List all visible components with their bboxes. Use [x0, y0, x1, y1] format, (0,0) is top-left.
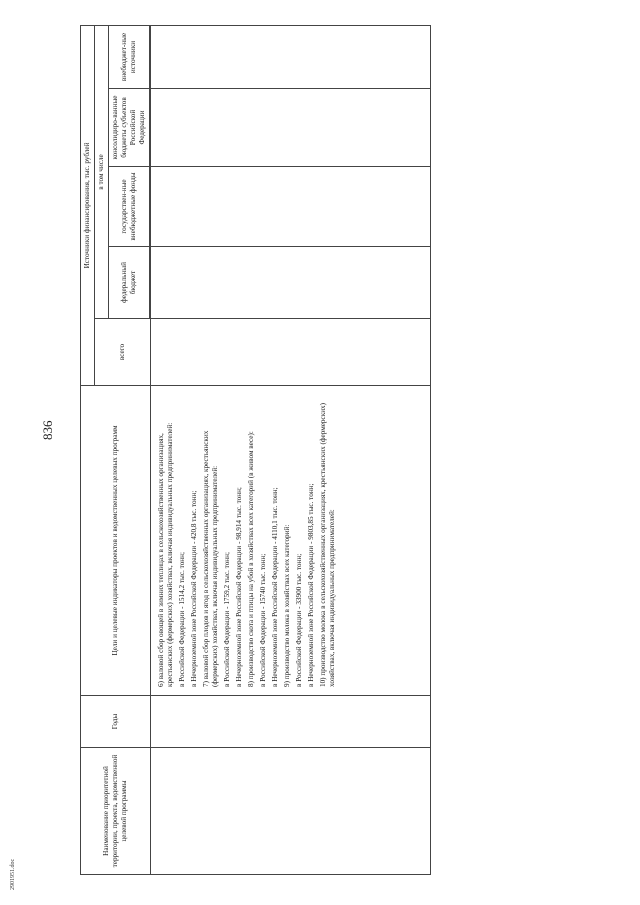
goal-item: в Российской Федерации - 1514,2 тыс. тонн; — [178, 552, 186, 687]
header-total: всего — [95, 319, 151, 386]
goal-item: в Российской Федерации - 33900 тыс. тонн; — [295, 553, 303, 687]
goal-item: в Нечерноземной зоне Российской Федерации - 4110,1 тыс. тонн; — [271, 487, 279, 687]
goal-item: в Нечерноземной зоне Российской Федерации - 420,8 тыс. тонн; — [190, 490, 198, 687]
header-name: Наименование приоритетной территории, проекта, ведомственной целевой программы — [81, 748, 151, 875]
goal-item: в Российской Федерации - 1759,2 тыс. тонн; — [223, 552, 231, 687]
goals-list — [157, 394, 337, 687]
cell-goals — [151, 386, 431, 696]
header-goals: Цели и целевые индикаторы проектов и ведомственных целевых программ — [81, 386, 151, 696]
header-years: Годы — [81, 696, 151, 748]
goal-item: в Нечерноземной зоне Российской Федерации - 9803,85 тыс. тонн; — [307, 483, 315, 687]
header-regional: консолидиро-ванные бюджеты субъектов Российской Федерации — [109, 89, 150, 167]
cell-total — [151, 319, 431, 386]
funding-table — [80, 25, 431, 875]
goal-item: 8) производство скота и птицы на убой в хозяйствах всех категорий (в живом весе): — [247, 431, 255, 687]
cell-name — [151, 748, 431, 875]
table-container — [80, 25, 640, 868]
header-federal: федеральный бюджет — [109, 247, 150, 319]
cell-state-funds — [151, 167, 431, 247]
goal-item: 7) валовой сбор плодов и ягод в сельскохозяйственных организациях, крестьянских (фермерских) хозяйствах, включая индивидуальных предпринимателей: — [202, 430, 219, 687]
cell-federal — [151, 247, 431, 319]
page-number: 836 — [40, 420, 55, 440]
goal-item: 9) производство молока в хозяйствах всех категорий: — [283, 524, 291, 687]
header-including: в том числе — [95, 25, 109, 318]
cell-extra — [151, 25, 431, 88]
cell-years — [151, 696, 431, 748]
goal-item: в Российской Федерации - 15740 тыс. тонн; — [259, 553, 267, 687]
header-state-funds: государствен-ные внебюджетные фонды — [109, 167, 150, 247]
header-funding-sources: Источники финансирования, тыс. рублей — [81, 25, 95, 385]
goal-item: в Нечерноземной зоне Российской Федерации - 98,914 тыс. тонн; — [235, 487, 243, 687]
cell-regional — [151, 89, 431, 167]
footer-file-name: 2901951.doc — [10, 858, 16, 890]
goal-item: 6) валовой сбор овощей в зимних теплицах в сельскохозяйственных организациях, крестьянских (фермерских) хозяйствах, включая индивидуальных предпринимателей: — [157, 422, 174, 687]
header-top-row — [81, 25, 95, 874]
rotated-table-wrapper — [80, 25, 552, 875]
goal-item: 10) производство молока в сельскохозяйственных организациях, крестьянских (фермерских) хозяйствах, включая индивидуальных предпринимателей: — [319, 402, 336, 687]
header-extra: внебюджет-ные источники — [109, 25, 150, 88]
table-body-row — [151, 25, 431, 874]
